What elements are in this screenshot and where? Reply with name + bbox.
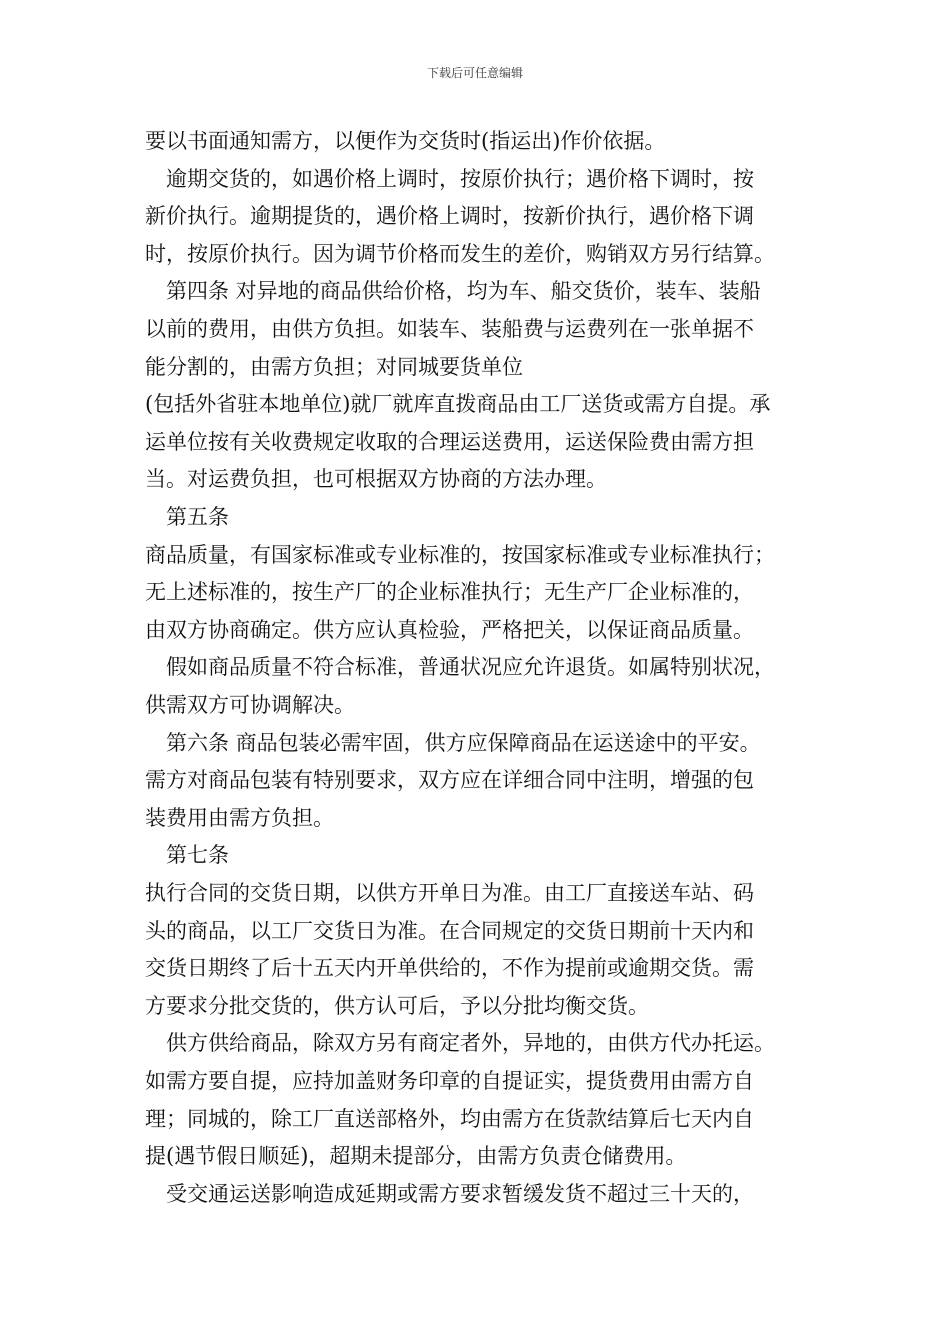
- text-line: 如需方要自提，应持加盖财务印章的自提证实，提货费用由需方自: [145, 1069, 754, 1093]
- text-line: 运单位按有关收费规定收取的合理运送费用，运送保险费由需方担: [145, 429, 754, 454]
- text-line: 新价执行。逾期提货的，遇价格上调时，按新价执行，遇价格下调: [145, 204, 754, 229]
- text-line: 第七条: [166, 843, 229, 868]
- text-line: 头的商品，以工厂交货日为准。在合同规定的交货日期前十天内和: [145, 918, 754, 943]
- text-line: 假如商品质量不符合标准，普通状况应允许退货。如属特别状况，: [166, 655, 775, 680]
- text-line: (包括外省驻本地单位)就厂就库直拨商品由工厂送货或需方自提。承: [145, 392, 771, 417]
- text-line: 以前的费用，由供方负担。如装车、装船费与运费列在一张单据不: [145, 317, 754, 341]
- text-line: 能分割的，由需方负担；对同城要货单位: [145, 354, 523, 379]
- text-line: 由双方协商确定。供方应认真检验，严格把关，以保证商品质量。: [145, 617, 754, 642]
- text-line: 理；同城的，除工厂直送部格外，均由需方在货款结算后七天内自: [145, 1106, 754, 1131]
- text-line: 第六条 商品包装必需牢固，供方应保障商品在运送途中的平安。: [166, 730, 761, 755]
- text-line: 执行合同的交货日期，以供方开单日为准。由工厂直接送车站、码: [145, 881, 754, 905]
- text-line: 装费用由需方负担。: [145, 805, 334, 830]
- text-line: 当。对运费负担，也可根据双方协商的方法办理。: [145, 467, 607, 492]
- text-line: 无上述标准的，按生产厂的企业标准执行；无生产厂企业标准的，: [145, 580, 754, 605]
- text-line: 要以书面通知需方，以便作为交货时(指运出)作价依据。: [145, 129, 666, 153]
- text-line: 需方对商品包装有特别要求，双方应在详细合同中注明，增强的包: [145, 768, 754, 793]
- page-header-note: 下载后可任意编辑: [426, 66, 523, 80]
- text-line: 商品质量，有国家标准或专业标准的，按国家标准或专业标准执行；: [145, 542, 775, 567]
- text-line: 受交通运送影响造成延期或需方要求暂缓发货不超过三十天的，: [166, 1181, 754, 1206]
- text-line: 第五条: [166, 505, 229, 529]
- text-line: 供方供给商品，除双方另有商定者外，异地的，由供方代办托运。: [166, 1031, 775, 1056]
- text-line: 方要求分批交货的，供方认可后，予以分批均衡交货。: [145, 993, 649, 1018]
- text-line: 逾期交货的，如遇价格上调时，按原价执行；遇价格下调时，按: [166, 166, 754, 191]
- text-line: 提(遇节假日顺延)，超期未提部分，由需方负责仓储费用。: [145, 1144, 687, 1169]
- text-line: 交货日期终了后十五天内开单供给的，不作为提前或逾期交货。需: [145, 956, 754, 981]
- text-line: 第四条 对异地的商品供给价格，均为车、船交货价，装车、装船: [166, 279, 761, 304]
- text-line: 时，按原价执行。因为调节价格而发生的差价，购销双方另行结算。: [145, 241, 775, 266]
- text-line: 供需双方可协调解决。: [145, 693, 355, 717]
